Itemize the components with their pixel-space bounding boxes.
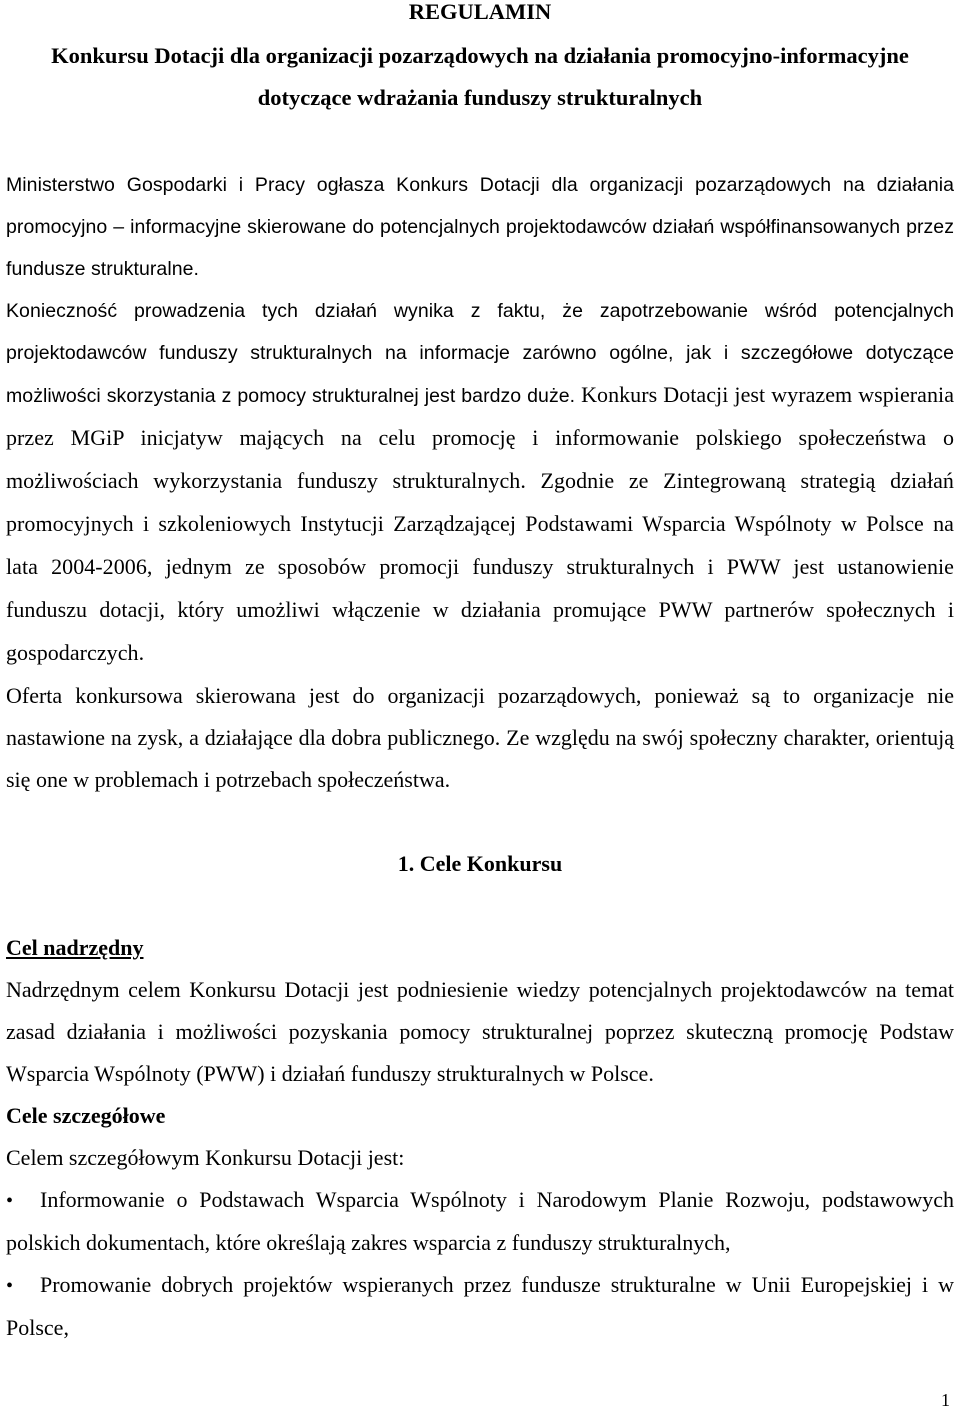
detail-goals-list: [6, 1179, 954, 1349]
page-number: 1: [941, 1390, 950, 1410]
document-title: REGULAMIN: [408, 0, 552, 24]
intro-paragraph-2-text: Konieczność prowadzenia tych działań wynika z faktu, że zapotrzebowanie wśród potencjalnych projektodawców funduszy strukturalnych na informacje zarówno ogólne, jak i szczegółowe dotyczące możliwości skorzystania z pomocy strukturalnej jest bardzo duże.: [6, 300, 954, 407]
document-page: [6, 0, 954, 1349]
intro-paragraph-1: Ministerstwo Gospodarki i Pracy ogłasza Konkurs Dotacji dla organizacji pozarządowych na działania promocyjno – informacyjne skierowane do potencjalnych projektodawców działań współfinansowanych przez fundusze strukturalne.: [6, 174, 954, 280]
body-paragraph-3: Konkurs Dotacji jest wyrazem wspierania przez MGiP inicjatyw mających na celu promocję i informowanie polskiego społeczeństwa o możliwościach wykorzystania funduszy strukturalnych. Zgodnie ze Zintegrowaną strategią działań promocyjnych i szkoleniowych Instytucji Zarządzającej Podstawami Wsparcia Wspólnoty w Polsce na lata 2004-2006, jednym ze sposobów promocji funduszy strukturalnych i PWW jest ustanowienie funduszu dotacji, który umożliwi włączenie w działania promujące PWW partnerów społecznych i gospodarczych.: [6, 382, 955, 665]
goal-paragraph: Nadrzędnym celem Konkursu Dotacji jest podniesienie wiedzy potencjalnych projektodawców na temat zasad działania i możliwości pozyskania pomocy strukturalnej poprzez skuteczną promocję Podstaw Wsparcia Wspólnoty (PWW) i działań funduszy strukturalnych w Polsce.: [6, 977, 954, 1086]
detail-goals-intro: Celem szczegółowym Konkursu Dotacji jest:: [6, 1145, 405, 1170]
bullet-icon: •: [6, 1190, 14, 1212]
intro-paragraph-2: [6, 290, 954, 675]
bullet-icon: •: [6, 1275, 14, 1297]
section-title-cele-konkursu: 1. Cele Konkursu: [397, 851, 563, 876]
list-item: [6, 1179, 954, 1264]
list-item: [6, 1264, 954, 1349]
document-subtitle: Konkursu Dotacji dla organizacji pozarządowych na działania promocyjno-informacyjne dotyczące wdrażania funduszy strukturalnych: [51, 43, 909, 110]
detail-goals-heading: Cele szczegółowe: [6, 1103, 166, 1128]
list-item-text: Informowanie o Podstawach Wsparcia Wspólnoty i Narodowym Planie Rozwoju, podstawowych polskich dokumentach, które określają zakres wsparcia z funduszy strukturalnych,: [6, 1187, 954, 1255]
list-item-text: Promowanie dobrych projektów wspieranych przez fundusze strukturalne w Unii Europejskiej i w Polsce,: [6, 1272, 954, 1340]
goal-heading: Cel nadrzędny: [6, 935, 144, 960]
body-paragraph-4: Oferta konkursowa skierowana jest do organizacji pozarządowych, ponieważ są to organizacje nie nastawione na zysk, a działające dla dobra publicznego. Ze względu na swój społeczny charakter, orientują się one w problemach i potrzebach społeczeństwa.: [6, 683, 954, 792]
